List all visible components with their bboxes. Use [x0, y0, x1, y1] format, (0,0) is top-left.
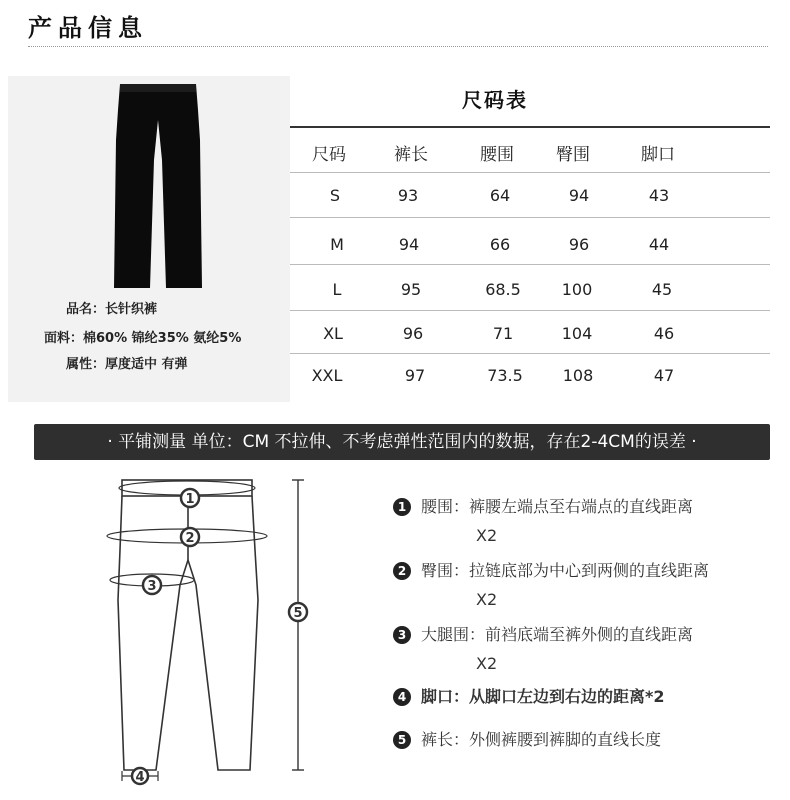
number-five-icon: 5	[393, 731, 411, 749]
legend-text: 裤长：外侧裤腰到裤脚的直线长度	[421, 730, 662, 749]
table-cell: XXL	[311, 366, 343, 385]
table-cell: 73.5	[487, 366, 523, 385]
measurement-note-text: · 平铺测量 单位：CM 不拉伸、不考虑弹性范围内的数据，存在2-4CM的误差 ·	[107, 432, 697, 452]
row-divider	[290, 310, 770, 311]
row-divider	[290, 264, 770, 265]
diagram-marker-1: 1	[185, 492, 195, 507]
number-four-icon: 4	[393, 688, 411, 706]
table-cell: XL	[323, 324, 343, 343]
product-fabric: 面料：棉60% 锦纶35% 氨纶5%	[44, 331, 242, 346]
table-cell: 45	[651, 280, 673, 299]
table-cell: 100	[561, 280, 593, 299]
product-name: 品名：长针织裤	[66, 302, 158, 317]
legend-item-hem	[393, 684, 665, 707]
legend-text: 臀围：拉链底部为中心到两侧的直线距离	[421, 561, 710, 580]
col-header-waist: 腰围	[480, 145, 514, 165]
legend-multiplier: X2	[476, 654, 498, 673]
pants-photo	[108, 80, 208, 292]
diagram-marker-5: 5	[293, 606, 303, 621]
row-divider	[290, 217, 770, 218]
table-cell: S	[329, 186, 341, 205]
table-cell: 64	[489, 186, 511, 205]
col-header-length: 裤长	[394, 145, 428, 165]
table-cell: 47	[653, 366, 675, 385]
product-panel	[8, 76, 290, 402]
table-cell: 96	[568, 235, 590, 254]
measurement-diagram	[100, 470, 330, 795]
row-divider	[290, 172, 770, 173]
product-attributes: 属性：厚度适中 有弹	[66, 357, 188, 372]
table-top-rule	[290, 126, 770, 128]
table-cell: 93	[397, 186, 419, 205]
col-header-hip: 臀围	[556, 145, 590, 165]
legend-multiplier: X2	[476, 526, 498, 545]
table-cell: L	[332, 280, 342, 299]
diagram-marker-4: 4	[135, 770, 145, 785]
legend-item-hip	[393, 558, 709, 581]
legend-text: 大腿围：前裆底端至裤外侧的直线距离	[421, 625, 694, 644]
table-cell: 66	[489, 235, 511, 254]
table-cell: 97	[404, 366, 426, 385]
table-cell: 96	[402, 324, 424, 343]
table-cell: 43	[648, 186, 670, 205]
legend-text: 腰围：裤腰左端点至右端点的直线距离	[421, 497, 694, 516]
header-divider	[28, 46, 768, 47]
measurement-note-banner	[34, 424, 770, 460]
col-header-size: 尺码	[312, 145, 346, 165]
table-cell: 95	[400, 280, 422, 299]
table-cell: 46	[653, 324, 675, 343]
table-cell: 94	[568, 186, 590, 205]
page-title: 产品信息	[28, 14, 148, 42]
col-header-hem: 脚口	[641, 145, 675, 165]
table-cell: 71	[492, 324, 514, 343]
size-table-title: 尺码表	[462, 88, 528, 112]
number-two-icon: 2	[393, 562, 411, 580]
table-cell: 44	[648, 235, 670, 254]
legend-item-waist	[393, 494, 693, 517]
table-cell: 94	[398, 235, 420, 254]
row-divider	[290, 353, 770, 354]
legend-item-thigh	[393, 622, 693, 645]
table-cell: 68.5	[485, 280, 521, 299]
legend-multiplier: X2	[476, 590, 498, 609]
table-cell: 108	[562, 366, 594, 385]
table-cell: 104	[561, 324, 593, 343]
diagram-marker-2: 2	[185, 531, 195, 546]
table-cell: M	[330, 235, 344, 254]
legend-text: 脚口：从脚口左边到右边的距离*2	[421, 687, 665, 706]
number-one-icon: 1	[393, 498, 411, 516]
legend-item-length	[393, 727, 661, 750]
diagram-marker-3: 3	[147, 579, 157, 594]
number-three-icon: 3	[393, 626, 411, 644]
